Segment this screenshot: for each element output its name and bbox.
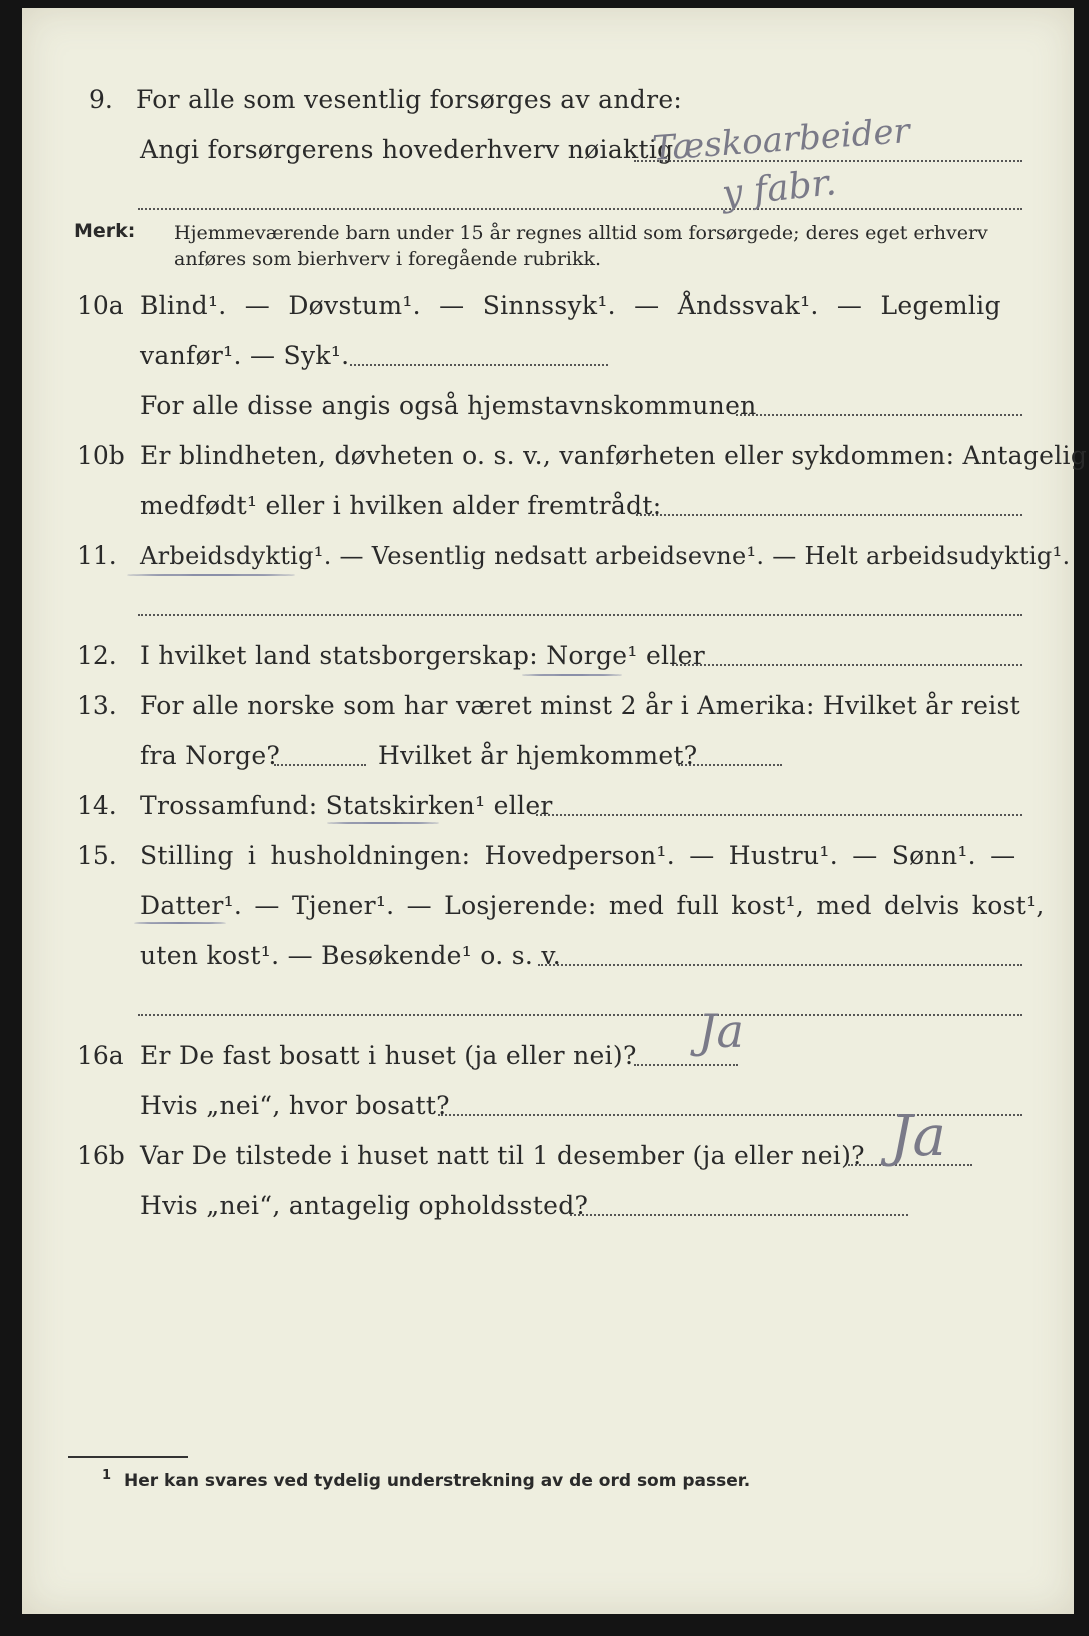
q15-household-line-3: uten kost¹. — Besøkende¹ o. s. v. [140, 941, 562, 970]
merk-label: Merk: [74, 220, 136, 242]
q12-citizenship: I hvilket land statsborgerskap: Norge¹ eller [140, 641, 705, 670]
merk-note-line-2: anføres som bierhverv i foregående rubrikk. [174, 248, 602, 270]
q16b-present-question: Var De tilstede i huset natt til 1 desember (ja eller nei)? [140, 1141, 865, 1170]
q12-number: 12. [77, 641, 117, 670]
q10a-answer-line[interactable] [350, 364, 608, 366]
q16b-whereabouts-label: Hvis „nei“, antagelig opholdssted? [140, 1191, 589, 1220]
q16b-handwritten-answer: Ja [890, 1104, 946, 1169]
q14-answer-line[interactable] [536, 814, 1022, 816]
q12-underline-mark [522, 674, 622, 676]
q12-answer-line[interactable] [672, 664, 1022, 666]
q11-underline-mark [127, 574, 295, 576]
q14-underline-mark [327, 822, 439, 824]
q11-answer-line[interactable] [138, 614, 1022, 616]
footnote-text: Her kan svares ved tydelig understrekning av de ord som passer. [124, 1471, 751, 1491]
q16b-whereabouts-line[interactable] [570, 1214, 908, 1216]
q10b-question-line-1: Er blindheten, døvheten o. s. v., vanførheten eller sykdommen: Antagelig [140, 441, 1088, 470]
q15-household-line-1: Stilling i husholdningen: Hovedperson¹. — Hustru¹. — Sønn¹. — [140, 841, 1016, 870]
q13-returned-label: Hvilket år hjemkommet? [378, 741, 698, 770]
q16a-handwritten-answer: Ja [698, 1004, 744, 1058]
footnote-divider [68, 1456, 188, 1458]
q11-number: 11. [77, 541, 117, 570]
q15-answer-line[interactable] [538, 964, 1022, 966]
q15-answer-line-2[interactable] [138, 1014, 1022, 1016]
q16a-resident-question: Er De fast bosatt i huset (ja eller nei)? [140, 1041, 637, 1070]
q10a-municipality-line[interactable] [736, 414, 1022, 416]
q10b-question-line-2: medfødt¹ eller i hvilken alder fremtrådt: [140, 491, 662, 520]
q11-work-ability: Arbeidsdyktig¹. — Vesentlig nedsatt arbeidsevne¹. — Helt arbeidsudyktig¹. [140, 542, 1071, 570]
q13-number: 13. [77, 691, 117, 720]
q10a-conditions-line-2: vanfør¹. — Syk¹. [140, 341, 350, 370]
merk-note-line-1: Hjemmeværende barn under 15 år regnes alltid som forsørgede; deres eget erhverv [174, 222, 988, 244]
q16b-number: 16b [77, 1141, 125, 1170]
q10a-number: 10a [77, 291, 124, 320]
q10b-number: 10b [77, 441, 125, 470]
q9-answer-line-2[interactable] [138, 208, 1022, 210]
q14-religion: Trossamfund: Statskirken¹ eller [140, 791, 553, 820]
q9-handwritten-answer-1: Tæskoarbeider [650, 111, 912, 169]
q9-number: 9. [89, 85, 113, 114]
q10a-conditions-line-1: Blind¹. — Døvstum¹. — Sinnssyk¹. — Åndssvak¹. — Legemlig [140, 291, 1001, 320]
q13-left-norway-label: fra Norge? [140, 741, 281, 770]
q13-returned-year-line[interactable] [678, 764, 782, 766]
q9-provider-label: Angi forsørgerens hovederhverv nøiaktig [140, 135, 674, 164]
q10a-home-municipality-label: For alle disse angis også hjemstavnskommunen [140, 391, 757, 420]
q16a-residence-label: Hvis „nei“, hvor bosatt? [140, 1091, 450, 1120]
census-form-page [22, 8, 1088, 1614]
footnote-mark: 1 [102, 1468, 112, 1483]
q10b-answer-line[interactable] [636, 514, 1022, 516]
q9-question: For alle som vesentlig forsørges av andre: [136, 85, 683, 114]
q15-underline-mark [134, 922, 226, 924]
q13-left-year-line[interactable] [274, 764, 366, 766]
q13-america-question: For alle norske som har været minst 2 år i Amerika: Hvilket år reist [140, 691, 1021, 720]
q14-number: 14. [77, 791, 117, 820]
q16a-number: 16a [77, 1041, 124, 1070]
q9-handwritten-answer-2: y fabr. [720, 162, 839, 215]
q15-number: 15. [77, 841, 117, 870]
q15-household-line-2: Datter¹. — Tjener¹. — Losjerende: med full kost¹, med delvis kost¹, [140, 891, 1045, 920]
q16a-answer-line[interactable] [634, 1064, 738, 1066]
